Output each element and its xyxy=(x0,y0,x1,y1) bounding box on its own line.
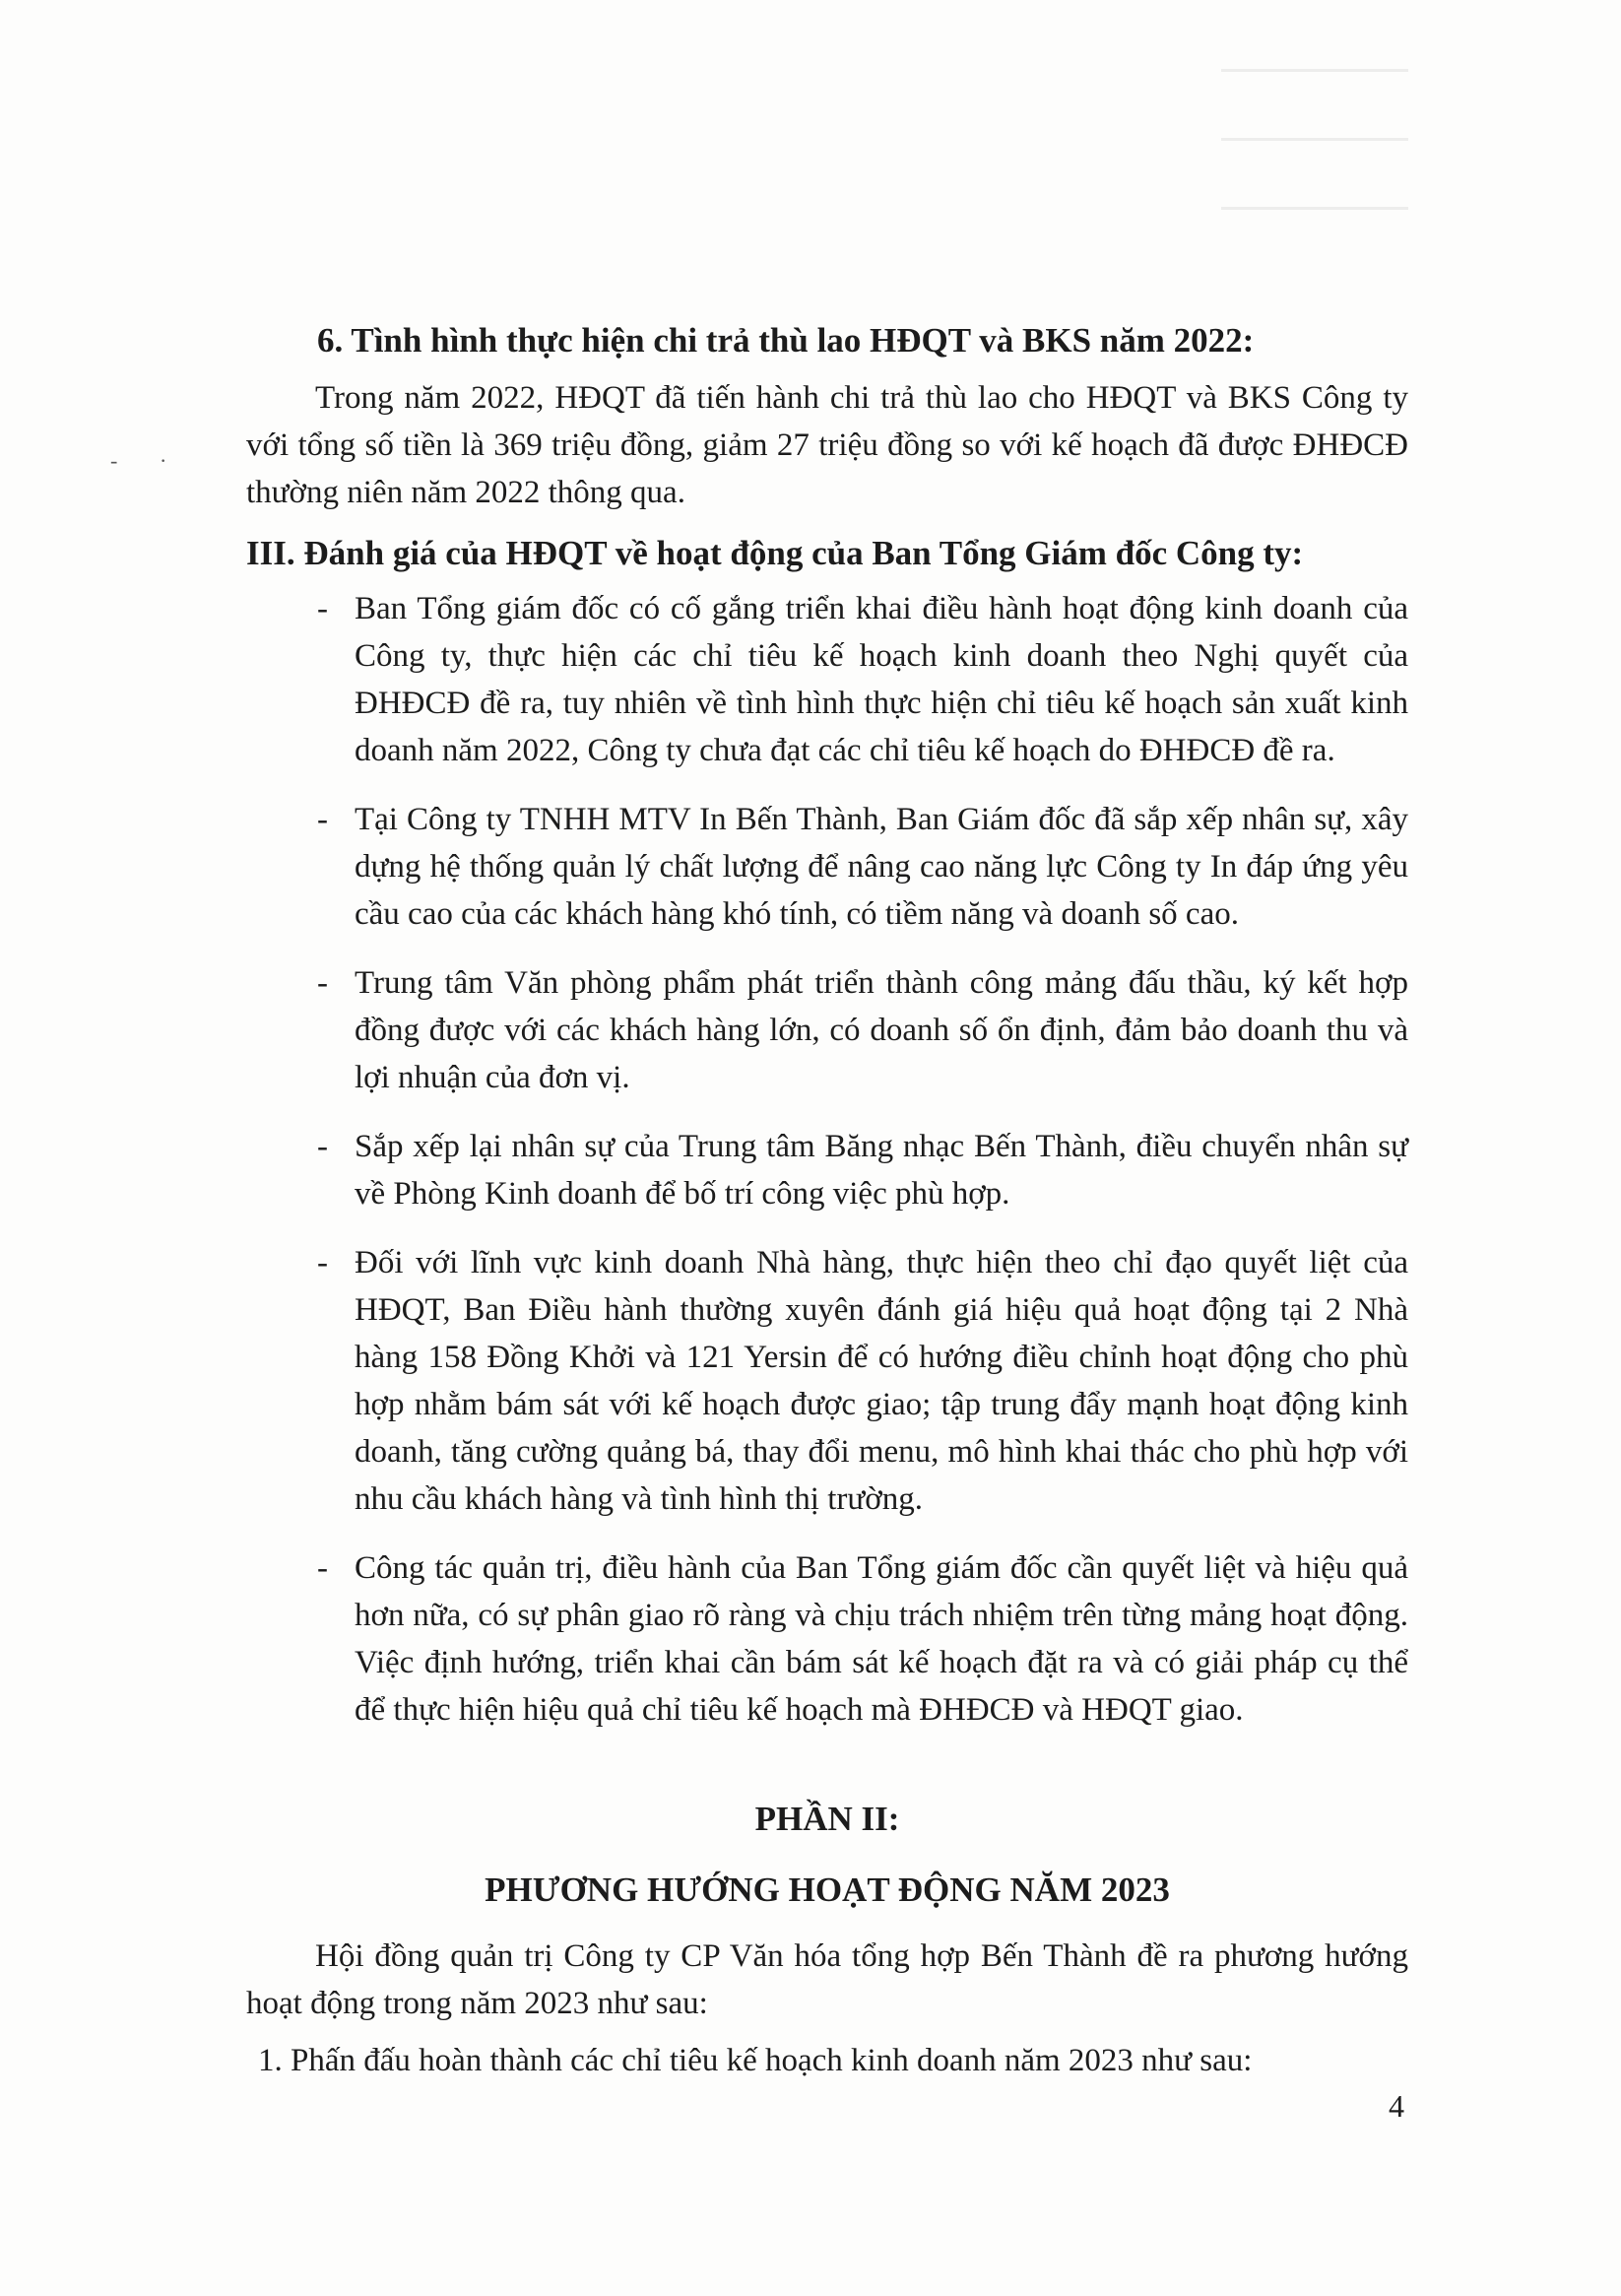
bleed-through-mark xyxy=(1221,138,1408,141)
list-item-text: Công tác quản trị, điều hành của Ban Tổng giám đốc cần quyết liệt và hiệu quả hơn nữa, có sự phân giao rõ ràng và chịu trách nhiệm trên từng mảng hoạt động. Việc định hướng, triển khai cần bám sát kế hoạch đặt ra và có giải pháp cụ thể để thực hiện hiệu quả chỉ tiêu kế hoạch mà ĐHĐCĐ và HĐQT giao. xyxy=(355,1550,1408,1728)
list-item xyxy=(246,959,1408,1101)
section-iii-heading: III. Đánh giá của HĐQT về hoạt động của Ban Tổng Giám đốc Công ty: xyxy=(246,534,1304,572)
dash-bullet: - xyxy=(317,1245,328,1280)
dash-bullet: - xyxy=(317,1550,328,1586)
bleed-through-mark xyxy=(1221,69,1408,72)
part-2-item-1: 1. Phấn đấu hoàn thành các chỉ tiêu kế hoạch kinh doanh năm 2023 như sau: xyxy=(258,2043,1253,2078)
part-2-title: PHẦN II: xyxy=(754,1800,900,1838)
bleed-through-mark xyxy=(1221,207,1408,210)
part-2 xyxy=(246,1795,1408,2084)
section-iii xyxy=(246,530,1408,1734)
page-number: 4 xyxy=(1389,2088,1404,2124)
dash-bullet: - xyxy=(317,965,328,1001)
list-item-text: Đối với lĩnh vực kinh doanh Nhà hàng, thực hiện theo chỉ đạo quyết liệt của HĐQT, Ban Điều hành thường xuyên đánh giá hiệu quả hoạt động tại 2 Nhà hàng 158 Đồng Khởi và 121 Yersin để có hướng điều chỉnh hoạt động cho phù hợp nhằm bám sát với kế hoạch được giao; tập trung đẩy mạnh hoạt động kinh doanh, tăng cường quảng bá, thay đổi menu, mô hình khai thác cho phù hợp với nhu cầu khách hàng và tình hình thị trường. xyxy=(355,1245,1408,1517)
dash-bullet: - xyxy=(317,1129,328,1164)
document-body xyxy=(246,317,1408,2084)
section-6-paragraph: Trong năm 2022, HĐQT đã tiến hành chi trả thù lao cho HĐQT và BKS Công ty với tổng số tiền là 369 triệu đồng, giảm 27 triệu đồng so với kế hoạch đã được ĐHĐCĐ thường niên năm 2022 thông qua. xyxy=(246,380,1408,510)
list-item-text: Sắp xếp lại nhân sự của Trung tâm Băng nhạc Bến Thành, điều chuyển nhân sự về Phòng Kinh doanh để bố trí công việc phù hợp. xyxy=(355,1129,1408,1212)
list-item xyxy=(246,585,1408,774)
list-item-text: Trung tâm Văn phòng phẩm phát triển thành công mảng đấu thầu, ký kết hợp đồng được với các khách hàng lớn, có doanh số ổn định, đảm bảo doanh thu và lợi nhuận của đơn vị. xyxy=(355,965,1408,1095)
dash-bullet: - xyxy=(317,802,328,837)
list-item-text: Ban Tổng giám đốc có cố gắng triển khai điều hành hoạt động kinh doanh của Công ty, thực hiện các chỉ tiêu kế hoạch kinh doanh theo Nghị quyết của ĐHĐCĐ đề ra, tuy nhiên về tình hình thực hiện chỉ tiêu kế hoạch sản xuất kinh doanh năm 2022, Công ty chưa đạt các chỉ tiêu kế hoạch do ĐHĐCĐ đề ra. xyxy=(355,591,1408,768)
list-item xyxy=(246,796,1408,938)
dash-bullet: - xyxy=(317,591,328,626)
list-item-text: Tại Công ty TNHH MTV In Bến Thành, Ban Giám đốc đã sắp xếp nhân sự, xây dựng hệ thống quản lý chất lượng để nâng cao năng lực Công ty In đáp ứng yêu cầu cao của các khách hàng khó tính, có tiềm năng và doanh số cao. xyxy=(355,802,1408,932)
margin-mark: - xyxy=(110,448,118,473)
margin-mark: · xyxy=(160,448,167,473)
section-6-heading: 6. Tình hình thực hiện chi trả thù lao HĐQT và BKS năm 2022: xyxy=(317,321,1255,360)
section-6 xyxy=(246,317,1408,516)
part-2-intro: Hội đồng quản trị Công ty CP Văn hóa tổng hợp Bến Thành đề ra phương hướng hoạt động trong năm 2023 như sau: xyxy=(246,1938,1408,2021)
part-2-subtitle: PHƯƠNG HƯỚNG HOẠT ĐỘNG NĂM 2023 xyxy=(485,1870,1170,1909)
list-item xyxy=(246,1544,1408,1734)
list-item xyxy=(246,1123,1408,1217)
section-iii-list xyxy=(246,585,1408,1734)
list-item xyxy=(246,1239,1408,1523)
